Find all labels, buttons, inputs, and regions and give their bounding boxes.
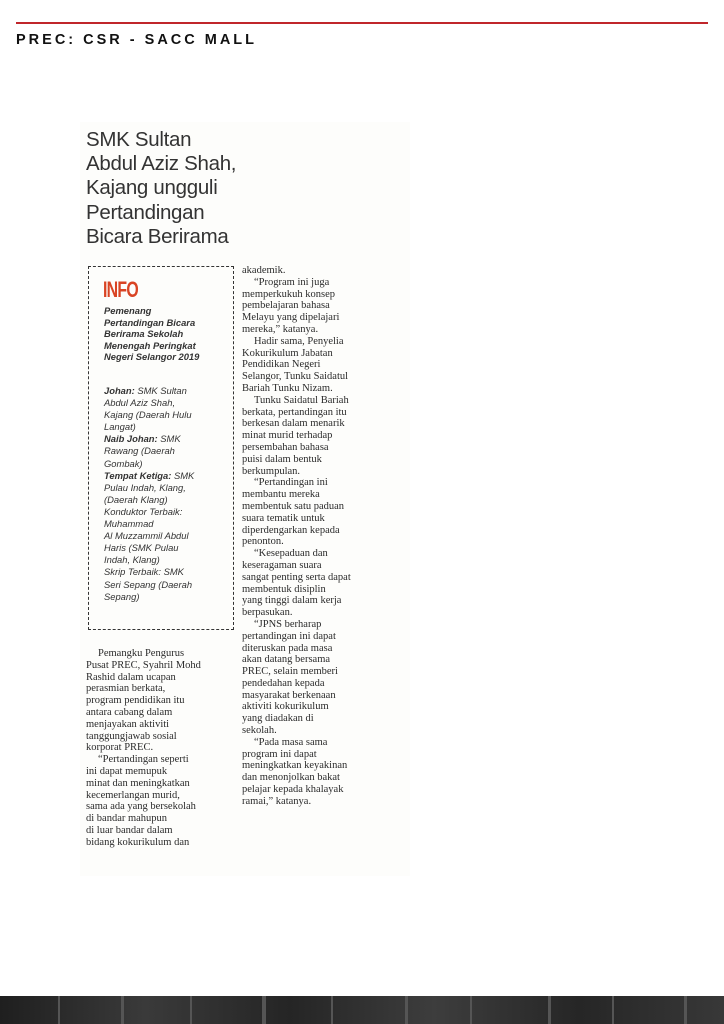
winners-list-line <box>104 542 234 554</box>
body-text-line: suara tematik untuk <box>242 512 325 524</box>
body-text-line: bidang kokurikulum dan <box>86 836 190 848</box>
body-text-line: program pendidikan itu <box>86 695 185 707</box>
body-text-line: penonton. <box>242 536 284 548</box>
body-text-line: akademik. <box>242 265 286 276</box>
info-tag: INFO <box>103 277 138 302</box>
body-text-line: keseragaman suara <box>242 559 322 571</box>
headline-line: Abdul Aziz Shah, <box>86 152 237 176</box>
winner-text: Muhammad <box>104 518 154 530</box>
body-text-line: berpasukan. <box>242 607 293 619</box>
headline-line: Pertandingan <box>86 200 205 224</box>
page-header-title: PREC: CSR - SACC MALL <box>16 32 258 48</box>
winners-list-line <box>104 530 234 542</box>
winner-label: Naib Johan: <box>104 433 158 445</box>
winners-list <box>104 385 234 603</box>
body-text-line: Bariah Tunku Nizam. <box>242 382 333 394</box>
body-text-line: berkesan dalam menarik <box>242 418 345 430</box>
body-text-line: kecemerlangan murid, <box>86 789 180 801</box>
body-text-line: PREC, selain memberi <box>242 666 338 678</box>
winners-list-line <box>104 494 234 506</box>
body-text-line: pelajar kepada khalayak <box>242 784 344 796</box>
body-text-line: minat murid terhadap <box>242 430 333 442</box>
article-column-left <box>86 648 238 849</box>
body-text-line: sama ada yang bersekolah <box>86 801 196 813</box>
body-text-line: program ini dapat <box>242 748 317 760</box>
body-text-line: masyarakat berkenaan <box>242 689 336 701</box>
body-text-line: berkata, pertandingan itu <box>242 406 347 418</box>
body-text-line: “Pada masa sama <box>254 736 328 748</box>
winner-text: Haris (SMK Pulau <box>104 542 179 554</box>
body-text-line: di bandar mahupun <box>86 813 168 825</box>
headline-line: Bicara Berirama <box>86 224 229 248</box>
body-text-line: Pendidikan Negeri <box>242 359 321 371</box>
winners-list-line <box>104 518 234 530</box>
winner-label: Tempat Ketiga: <box>104 469 172 481</box>
winner-text: Konduktor Terbaik: <box>104 505 183 517</box>
body-text-line: “Program ini juga <box>254 276 330 288</box>
body-text-line: meningkatkan keyakinan <box>242 760 348 772</box>
body-text-line: Selangor, Tunku Saidatul <box>242 371 349 383</box>
winner-text: SMK <box>171 469 195 481</box>
winners-list-line <box>104 385 234 397</box>
body-text-line: pertandingan ini dapat <box>242 630 336 642</box>
body-text-line: pembelajaran bahasa <box>242 300 330 312</box>
body-text-line: Tunku Saidatul Bariah <box>254 394 349 406</box>
winner-text: Indah, Klang) <box>104 554 160 566</box>
body-text-line: Pemangku Pengurus <box>98 648 185 659</box>
winners-list-line <box>104 470 234 482</box>
body-text-line: antara cabang dalam <box>86 706 173 718</box>
body-text-line: dan menonjolkan bakat <box>242 772 340 784</box>
article-headline <box>86 128 296 249</box>
winners-list-line <box>104 445 234 457</box>
info-heading <box>104 305 234 363</box>
winners-list-line <box>104 482 234 494</box>
winners-list-line <box>104 421 234 433</box>
body-text-line: “Kesepaduan dan <box>254 548 328 560</box>
winner-text: Pulau Indah, Klang, <box>104 481 186 493</box>
winner-text: Al Muzzammil Abdul <box>104 530 189 542</box>
header-rule <box>16 22 708 24</box>
body-text-line: akan datang bersama <box>242 654 331 666</box>
body-text-line: Hadir sama, Penyelia <box>254 335 344 347</box>
body-text-line: Melayu yang dipelajari <box>242 312 340 324</box>
body-text-line: diteruskan pada masa <box>242 642 333 654</box>
body-text-line: Pusat PREC, Syahril Mohd <box>86 659 201 671</box>
body-text-line: puisi dalam bentuk <box>242 453 322 465</box>
body-text-line: sangat penting serta dapat <box>242 571 351 583</box>
footer-band <box>0 996 724 1024</box>
body-text-line: berkumpulan. <box>242 465 301 477</box>
winners-list-line <box>104 397 234 409</box>
body-text-line: diperdengarkan kepada <box>242 524 340 536</box>
body-text-line: pendedahan kepada <box>242 677 325 689</box>
winners-list-line <box>104 591 234 603</box>
body-text-line: “Pertandingan seperti <box>98 754 189 766</box>
winners-list-line <box>104 458 234 470</box>
info-heading-line: Negeri Selangor 2019 <box>104 351 200 363</box>
winners-list-line <box>104 506 234 518</box>
winners-list-line <box>104 409 234 421</box>
headline-line: SMK Sultan <box>86 128 192 151</box>
winners-list-line <box>104 579 234 591</box>
body-text-line: korporat PREC. <box>86 742 154 754</box>
body-text-line: minat dan meningkatkan <box>86 777 190 789</box>
body-text-line: perasmian berkata, <box>86 683 166 695</box>
body-text-line: persembahan bahasa <box>242 441 329 453</box>
body-text-line: Kokurikulum Jabatan <box>242 347 333 359</box>
body-text-line: “Pertandingan ini <box>254 477 328 489</box>
body-text-line: ini dapat memupuk <box>86 765 168 777</box>
winner-text: Langat) <box>104 421 136 433</box>
body-text-line: yang tinggi dalam kerja <box>242 595 342 607</box>
info-heading-line: Berirama Sekolah <box>104 328 184 340</box>
winner-text: Seri Sepang (Daerah <box>104 578 193 590</box>
body-text-line: sekolah. <box>242 725 277 737</box>
winners-list-line <box>104 554 234 566</box>
body-text-line: membantu mereka <box>242 489 320 501</box>
winner-text: Gombak) <box>104 457 143 469</box>
winner-text: Skrip Terbaik: SMK <box>104 566 184 578</box>
info-heading-line: Pemenang <box>104 305 152 316</box>
info-heading-line: Pertandingan Bicara <box>104 316 196 328</box>
headline-line: Kajang ungguli <box>86 176 218 200</box>
body-text-line: Rashid dalam ucapan <box>86 671 176 683</box>
winner-text: SMK <box>157 433 181 445</box>
winners-list-line <box>104 433 234 445</box>
body-text-line: ramai,” katanya. <box>242 795 312 807</box>
info-heading-line: Menengah Peringkat <box>104 339 196 351</box>
winner-text: Abdul Aziz Shah, <box>104 397 176 409</box>
body-text-line: memperkukuh konsep <box>242 288 336 300</box>
winner-text: Kajang (Daerah Hulu <box>104 409 192 421</box>
winner-text: Sepang) <box>104 590 140 602</box>
body-text-line: membentuk satu paduan <box>242 500 345 512</box>
body-text-line: mereka,” katanya. <box>242 323 319 335</box>
winner-text: Rawang (Daerah <box>104 445 175 457</box>
winner-label: Johan: <box>104 385 135 396</box>
body-text-line: tanggungjawab sosial <box>86 730 177 742</box>
body-text-line: aktiviti kokurikulum <box>242 701 329 713</box>
body-text-line: menjayakan aktiviti <box>86 718 170 730</box>
body-text-line: yang diadakan di <box>242 713 314 725</box>
body-text-line: “JPNS berharap <box>254 618 322 630</box>
winner-text: SMK Sultan <box>134 385 187 396</box>
body-text-line: membentuk disiplin <box>242 583 326 595</box>
article-column-right <box>242 265 402 808</box>
winner-text: (Daerah Klang) <box>104 493 168 505</box>
body-text-line: di luar bandar dalam <box>86 824 173 836</box>
winners-list-line <box>104 566 234 578</box>
